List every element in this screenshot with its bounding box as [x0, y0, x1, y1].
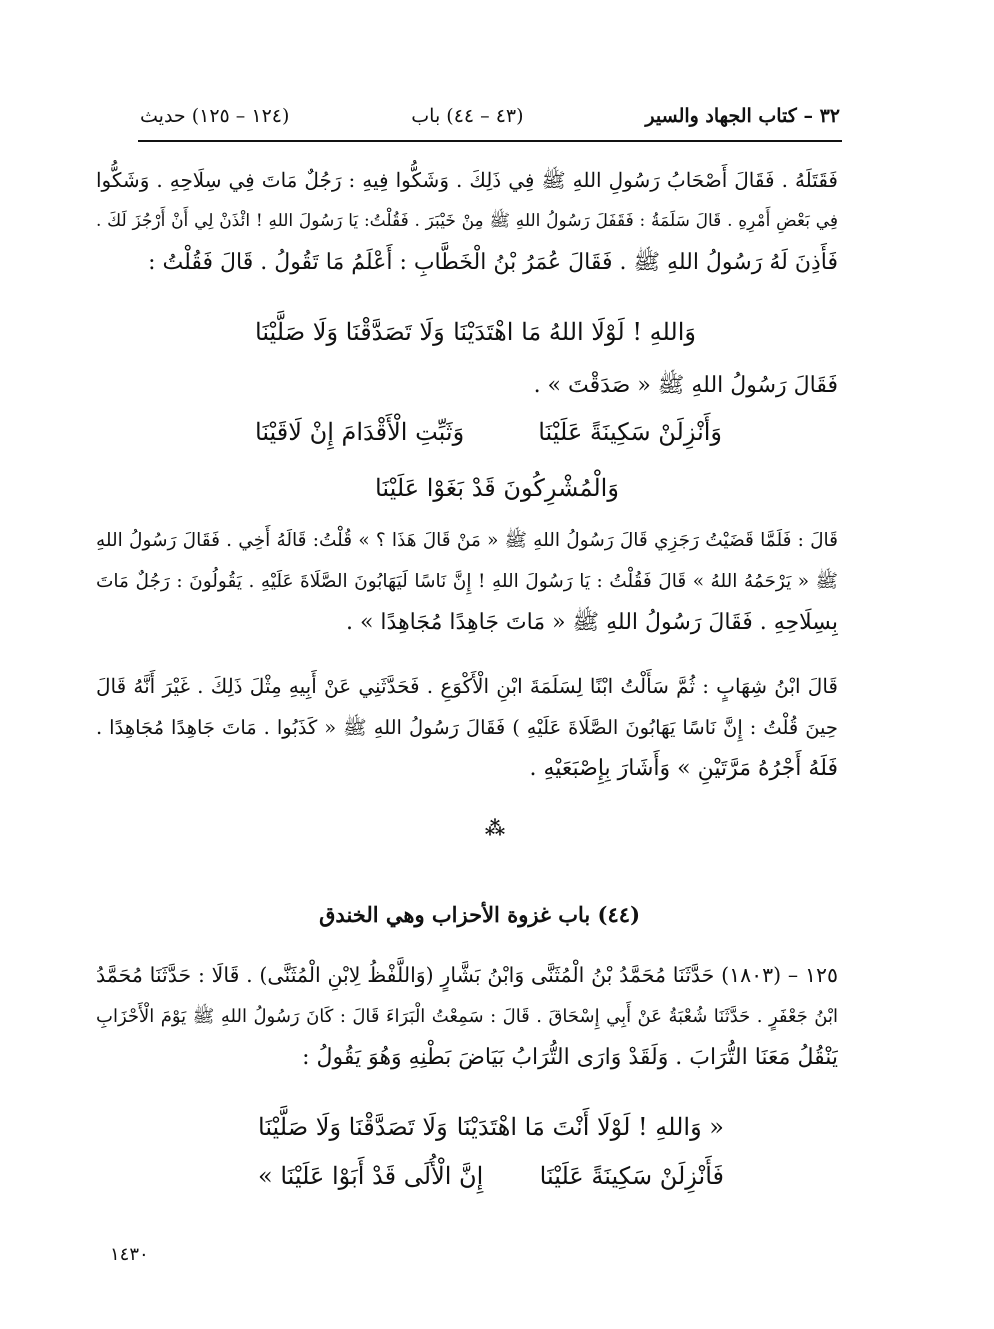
verse-hemistich: فَأَنْزِلَنْ سَكِينَةً عَلَيْنَا — [539, 1162, 724, 1190]
paragraph-2 — [96, 520, 838, 643]
page-number: ١٤٣٠ — [110, 1244, 149, 1265]
line-sadaqta-block — [96, 365, 838, 406]
paragraph-1 — [96, 160, 838, 283]
section-separator: ⁂ — [484, 816, 506, 840]
text-line: فَقَتَلَهُ . فَقَالَ أَصْحَابُ رَسُولِ اللهِ ﷺ فِي ذَلِكَ . وَشَكُّوا فِيهِ : رَجُلٌ مَاتَ فِي سِلَاحِهِ . وَشَكُّوا — [96, 168, 838, 192]
verse-hemistich: « وَاللهِ ! لَوْلَا أَنْتَ مَا اهْتَدَيْنَا — [456, 1113, 724, 1141]
text-line: فَقَالَ رَسُولُ اللهِ ﷺ « صَدَقْتَ » . — [533, 373, 838, 398]
verse-hemistich: وَاللهِ ! لَوْلَا اللهُ مَا اهْتَدَيْنَا — [453, 318, 696, 346]
verse-hemistich: وَأَنْزِلَنْ سَكِينَةً عَلَيْنَا — [538, 418, 722, 446]
verse-hemistich: وَثَبِّتِ الْأَقْدَامَ إِنْ لَاقَيْنَا — [255, 418, 465, 446]
text-line: ١٢٥ – (١٨٠٣) حَدَّثَنَا مُحَمَّدُ بْنُ الْمُثَنَّى وَابْنُ بَشَّارٍ (وَاللَّفْظُ لِابْنِ الْمُثَنَّى) . قَالَا : حَدَّثَنَا مُحَمَّدُ — [96, 963, 838, 987]
header-rule — [138, 140, 842, 142]
text-line: فَأَذِنَ لَهُ رَسُولُ اللهِ ﷺ . فَقَالَ عُمَرُ بْنُ الْخَطَّابِ : أَعْلَمُ مَا تَقُولُ . قَالَ فَقُلْتُ : — [148, 250, 838, 275]
paragraph-4 — [96, 955, 838, 1078]
text-line: فِي بَعْضِ أَمْرِهِ . قَالَ سَلَمَةُ : فَقَفَلَ رَسُولُ اللهِ ﷺ مِنْ خَيْبَرَ . فَقُلْتُ: يَا رَسُولَ اللهِ ! ائْذَنْ لِي أَنْ أَرْجُزَ لَكَ . — [96, 211, 838, 231]
header-book-title: ٣٢ – كتاب الجهاد والسير — [645, 105, 840, 127]
text-line: قَالَ ابْنُ شِهَابٍ : ثُمَّ سَأَلْتُ ابْنًا لِسَلَمَةَ ابْنِ الْأَكْوَعِ . فَحَدَّثَنِي عَنْ أَبِيهِ مِثْلَ ذَلِكَ . غَيْرَ أَنَّهُ قَالَ — [96, 674, 838, 698]
header-hadith-range: (١٢٤ – ١٢٥) حديث — [140, 105, 290, 127]
text-line: ﷺ « يَرْحَمُهُ اللهُ » قَالَ فَقُلْتُ : يَا رَسُولَ اللهِ ! إِنَّ نَاسًا لَيَهَابُونَ الصَّلَاةَ عَلَيْهِ . يَقُولُونَ : رَجُلٌ مَاتَ — [96, 571, 838, 592]
text-line: حِينَ قُلْتُ : إِنَّ نَاسًا يَهَابُونَ الصَّلَاةَ عَلَيْهِ ) فَقَالَ رَسُولُ اللهِ ﷺ « كَذَبُوا . مَاتَ جَاهِدًا مُجَاهِدًا . — [96, 716, 838, 739]
verse-single: وَالْمُشْرِكُونَ قَدْ بَغَوْا عَلَيْنَا — [375, 474, 619, 502]
verse-hemistich: إِنَّ الْأُلَى قَدْ أَبَوْا عَلَيْنَا » — [258, 1162, 484, 1190]
running-header — [140, 96, 840, 136]
text-line: بِسِلَاحِهِ . فَقَالَ رَسُولُ اللهِ ﷺ « مَاتَ جَاهِدًا مُجَاهِدًا » . — [345, 610, 838, 635]
verse-hemistich: وَلَا تَصَدَّقْنَا وَلَا صَلَّيْنَا — [258, 1113, 448, 1141]
paragraph-3 — [96, 666, 838, 789]
text-line: ابْنُ جَعْفَرٍ . حَدَّثَنَا شُعْبَةُ عَنْ أَبِي إِسْحَاقَ . قَالَ : سَمِعْتُ الْبَرَاءَ قَالَ : كَانَ رَسُولُ اللهِ ﷺ يَوْمَ الْأَحْزَابِ — [96, 1006, 838, 1027]
chapter-title: (٤٤) باب غزوة الأحزاب وهي الخندق — [319, 902, 640, 927]
text-line: قَالَ : فَلَمَّا قَضَيْتُ رَجَزِي قَالَ رَسُولُ اللهِ ﷺ « مَنْ قَالَ هَذَا ؟ » قُلْتُ: قَالَهُ أَخِي . فَقَالَ رَسُولُ اللهِ — [96, 530, 838, 551]
text-line: فَلَهُ أَجْرُهُ مَرَّتَيْنِ » وَأَشَارَ بِإِصْبَعَيْهِ . — [529, 756, 838, 781]
verse-hemistich: وَلَا تَصَدَّقْنَا وَلَا صَلَّيْنَا — [255, 318, 445, 346]
text-line: يَنْقُلُ مَعَنَا التُّرَابَ . وَلَقَدْ وَارَى التُّرَابُ بَيَاضَ بَطْنِهِ وَهُوَ يَقُولُ : — [302, 1045, 838, 1070]
header-chapter-range: (٤٣ – ٤٤) باب — [411, 105, 524, 127]
